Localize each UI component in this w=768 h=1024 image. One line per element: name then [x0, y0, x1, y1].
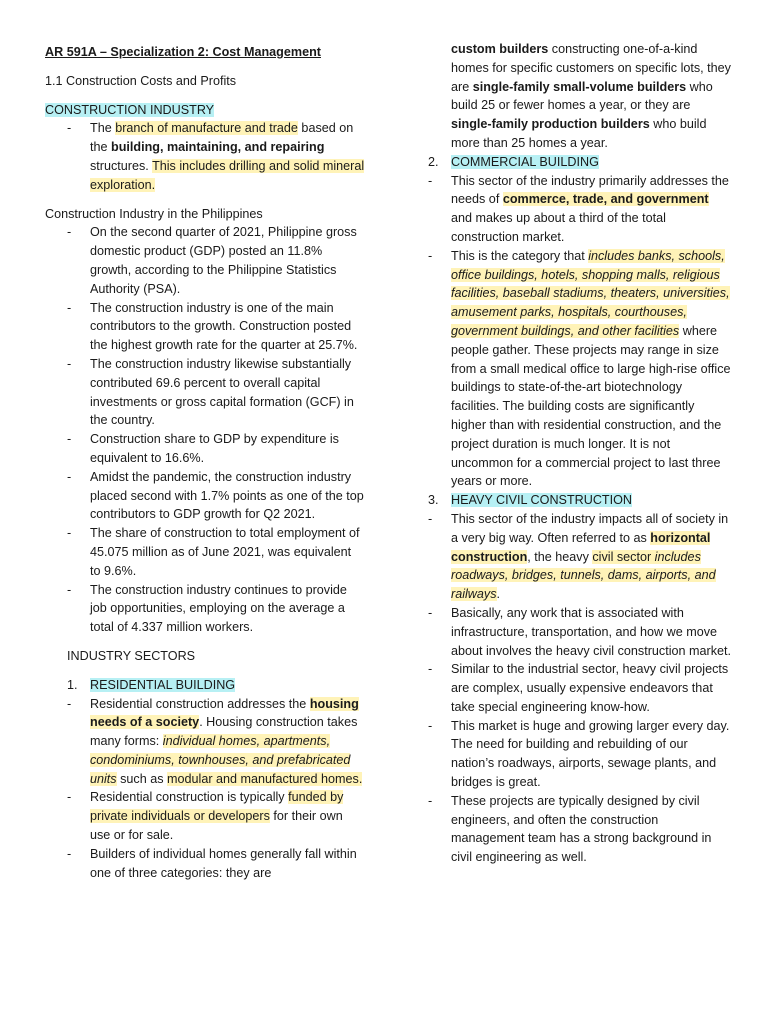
- residential-number: 1.: [67, 677, 78, 692]
- builders-continuation: custom builders constructing one-of-a-kind homes for specific customers on specific lots, they are single-family small-volume builders who build 25 or fewer homes a year, or they are single-family production builders who build more than 25 homes a year.: [451, 42, 731, 150]
- residential-heading-text: RESIDENTIAL BUILDING: [90, 677, 236, 692]
- commercial-list: [426, 172, 732, 492]
- left-column: [45, 40, 365, 882]
- list-item: - This sector of the industry impacts all of society in a very big way. Often referred to as horizontal construction, the heavy civil sector includes roadways, bridges, tunnels, dams, airports, and railways.: [426, 510, 732, 604]
- document-subtitle: 1.1 Construction Costs and Profits: [45, 73, 237, 88]
- list-item: - Amidst the pandemic, the construction industry placed second with 1.7% points as one of the top contributors to GDP growth for Q2 2021.: [45, 468, 365, 524]
- commercial-heading: [426, 153, 732, 172]
- list-item: - This is the category that includes banks, schools, office buildings, hotels, shopping malls, religious facilities, baseball stadiums, theaters, universities, amusement parks, hospitals, courthouses, government buildings, and other facilities where people gather. These projects may range in size from a small medical office to large high-rise office buildings to state-of-the-art biotechnology facilities. The building costs are significantly higher than with residential construction, and the project duration is much longer. It is not uncommon for a commercial project to last three years or more.: [426, 247, 732, 491]
- list-item: - This market is huge and growing larger every day. The need for building and rebuilding of our nation’s roadways, airports, sewage plants, and bridges is great.: [426, 717, 732, 792]
- list-item: - Residential construction addresses the housing needs of a society. Housing construction takes many forms: individual homes, apartments, condominiums, townhouses, and prefabricated units such as modular and manufactured homes.: [45, 695, 365, 789]
- section-heading: [45, 101, 365, 120]
- list-item: - Builders of individual homes generally fall within one of three categories: they are: [45, 845, 365, 883]
- philippines-list: [45, 223, 365, 637]
- heavy-civil-list: [426, 510, 732, 867]
- heavy-civil-heading: [426, 491, 732, 510]
- list-item: - The branch of manufacture and trade based on the building, maintaining, and repairing structures. This includes drilling and solid mineral exploration.: [45, 119, 365, 194]
- heavy-civil-number: 3.: [428, 493, 439, 508]
- industry-sectors-heading: INDUSTRY SECTORS: [67, 648, 196, 663]
- right-column: [426, 40, 732, 867]
- list-item: - Construction share to GDP by expenditure is equivalent to 16.6%.: [45, 430, 365, 468]
- list-item: - Similar to the industrial sector, heavy civil projects are complex, usually expensive endeavors that take special engineering know-how.: [426, 660, 732, 716]
- industry-definition-list: [45, 119, 365, 194]
- list-item: - The construction industry is one of the main contributors to the growth. Construction posted the highest growth rate for the quarter at 25.7%.: [45, 299, 365, 355]
- list-item: - Residential construction is typically funded by private individuals or developers for their own use or for sale.: [45, 788, 365, 844]
- list-item: - These projects are typically designed by civil engineers, and often the construction management team has a strong background in civil engineering as well.: [426, 792, 732, 867]
- section-heading-text: CONSTRUCTION INDUSTRY: [45, 102, 215, 117]
- residential-list: [45, 695, 365, 883]
- commercial-heading-text: COMMERCIAL BUILDING: [451, 154, 599, 169]
- list-item: - On the second quarter of 2021, Philippine gross domestic product (GDP) posted an 11.8% growth, according to the Philippine Statistics Authority (PSA).: [45, 223, 365, 298]
- commercial-number: 2.: [428, 154, 439, 169]
- list-item: - Basically, any work that is associated with infrastructure, transportation, and how we move about involves the heavy civil construction market.: [426, 604, 732, 660]
- document-title: AR 591A – Specialization 2: Cost Management: [45, 45, 321, 59]
- list-item: - The share of construction to total employment of 45.075 million as of June 2021, was equivalent to 9.6%.: [45, 524, 365, 580]
- list-item: - This sector of the industry primarily addresses the needs of commerce, trade, and government and makes up about a third of the total construction market.: [426, 172, 732, 247]
- heavy-civil-heading-text: HEAVY CIVIL CONSTRUCTION: [451, 493, 633, 508]
- residential-heading: [45, 676, 365, 695]
- philippines-heading: Construction Industry in the Philippines: [45, 206, 263, 221]
- list-item: - The construction industry continues to provide job opportunities, employing on the average a total of 4.337 million workers.: [45, 581, 365, 637]
- list-item: - The construction industry likewise substantially contributed 69.6 percent to overall capital investments or gross capital formation (GCF) in the country.: [45, 355, 365, 430]
